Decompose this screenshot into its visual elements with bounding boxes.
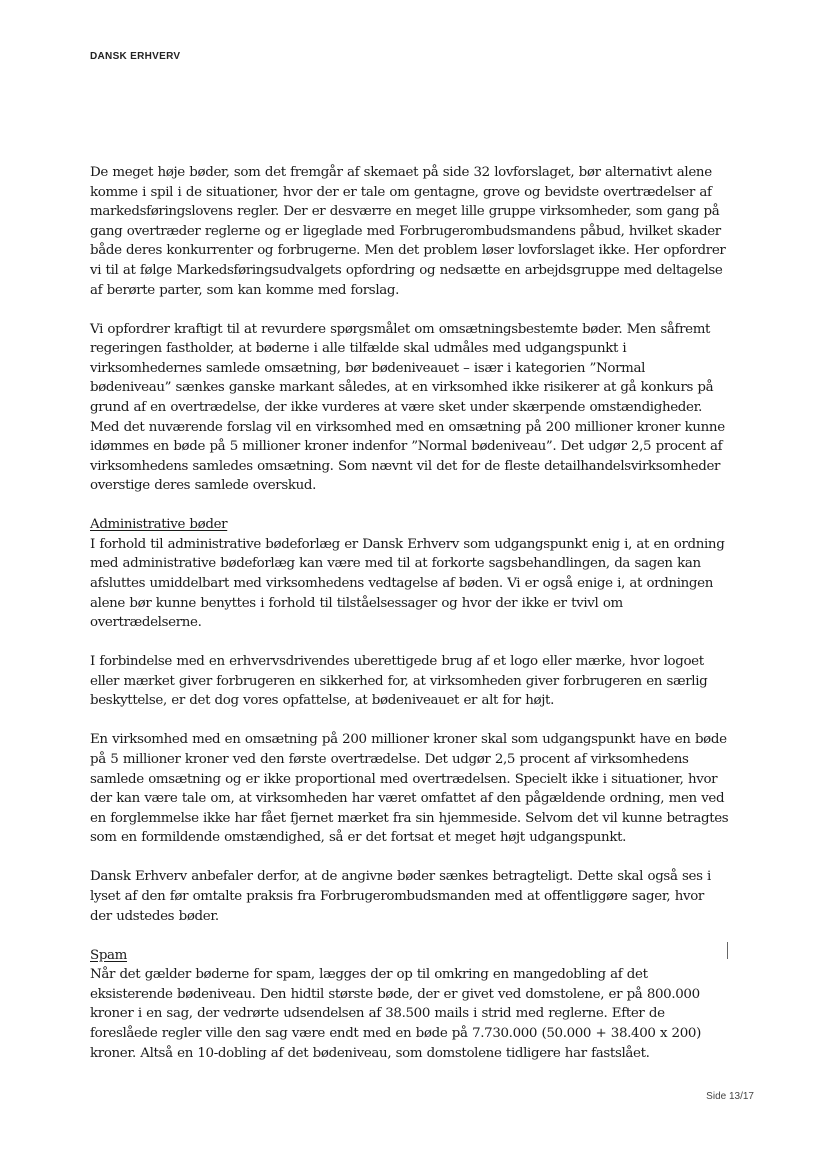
margin-change-bar [727, 942, 728, 959]
paragraph-spam-fines: Når det gælder bøderne for spam, lægges der op til omkring en mangedobling af det eksisterende bødeniveau. Den hidtil største bøde, der er givet ved domstolene, er på 800.000 kroner i en sag, der vedrørte udsendelsen af 38.500 mails i strid med reglerne. Efter de foreslåede regler ville den sag være endt med en bøde på 7.730.000 (50.000 + 38.400 x 200) kroner. Altså en 10-dobling af det bødeniveau, som domstolene tidligere har fastslået. [90, 967, 701, 1061]
section-heading-administrative-fines: Administrative bøder [90, 517, 228, 533]
paragraph-high-fines: De meget høje bøder, som det fremgår af skemaet på side 32 lovforslaget, bør alternativt alene komme i spil i de situationer, hvor der er tale om gentagne, grove og bevidste overtrædelser af markedsføringslovens regler. Der er desværre en meget lille gruppe virksomheder, som gang på gang overtræder reglerne og er ligeglade med Forbrugerombudsmandens påbud, hvilket skader både deres konkurrenter og forbrugerne. Men det problem løser lovforslaget ikke. Her opfordrer vi til at følge Markedsføringsudvalgets opfordring og nedsætte en arbejdsgruppe med deltagelse af berørte parter, som kan komme med forslag. [90, 165, 726, 298]
paragraph-recommendation: Dansk Erhverv anbefaler derfor, at de angivne bøder sænkes betragteligt. Dette skal også ses i lyset af den før omtalte praksis fra Forbrugerombudsmanden med at offentliggøre sager, hvor der udstedes bøder. [90, 869, 711, 924]
paragraph-turnover-example: En virksomhed med en omsætning på 200 millioner kroner skal som udgangspunkt have en bøde på 5 millioner kroner ved den første overtrædelse. Det udgør 2,5 procent af virksomhedens samlede omsætning og er ikke proportional med overtrædelsen. Specielt ikke i situationer, hvor der kan være tale om, at virksomheden har været omfattet af den pågældende ordning, men ved en forglemmelse ikke har fået fjernet mærket fra sin hjemmeside. Selvom det vil kunne betragtes som en formildende omstændighed, så er det fortsat et meget højt udgangspunkt. [90, 732, 729, 846]
page-number: Side 13/17 [706, 1091, 754, 1102]
document-body [90, 163, 730, 1082]
paragraph-administrative-fines: I forhold til administrative bødeforlæg er Dansk Erhverv som udgangspunkt enig i, at en ordning med administrative bødeforlæg kan være med til at forkorte sagsbehandlingen, da sagen kan afsluttes umiddelbart med virksomhedens vedtagelse af bøden. Vi er også enige i, at ordningen alene bør kunne benyttes i forhold til tilståelsessager og hvor der ikke er tvivl om overtrædelserne. [90, 536, 725, 631]
organization-header: DANSK ERHVERV [90, 51, 181, 62]
paragraph-logo-usage: I forbindelse med en erhvervsdrivendes uberettigede brug af et logo eller mærke, hvor logoet eller mærket giver forbrugeren en sikkerhed for, at virksomheden giver forbrugeren en særlig beskyttelse, er det dog vores opfattelse, at bødeniveauet er alt for højt. [90, 654, 708, 709]
paragraph-turnover-fines: Vi opfordrer kraftigt til at revurdere spørgsmålet om omsætningsbestemte bøder. Men såfremt regeringen fastholder, at bøderne i alle tilfælde skal udmåles med udgangspunkt i virksomhedernes samlede omsætning, bør bødeniveauet – især i kategorien ”Normal bødeniveau” sænkes ganske markant således, at en virksomhed ikke risikerer at gå konkurs på grund af en overtrædelse, der ikke vurderes at være sket under skærpende omstændigheder. Med det nuværende forslag vil en virksomhed med en omsætning på 200 millioner kroner kunne idømmes en bøde på 5 millioner kroner indenfor ”Normal bødeniveau”. Det udgør 2,5 procent af virksomhedens samledes omsætning. Som nævnt vil det for de fleste detailhandelsvirksomheder overstige deres samlede overskud. [90, 321, 725, 494]
section-heading-spam: Spam [90, 947, 128, 963]
